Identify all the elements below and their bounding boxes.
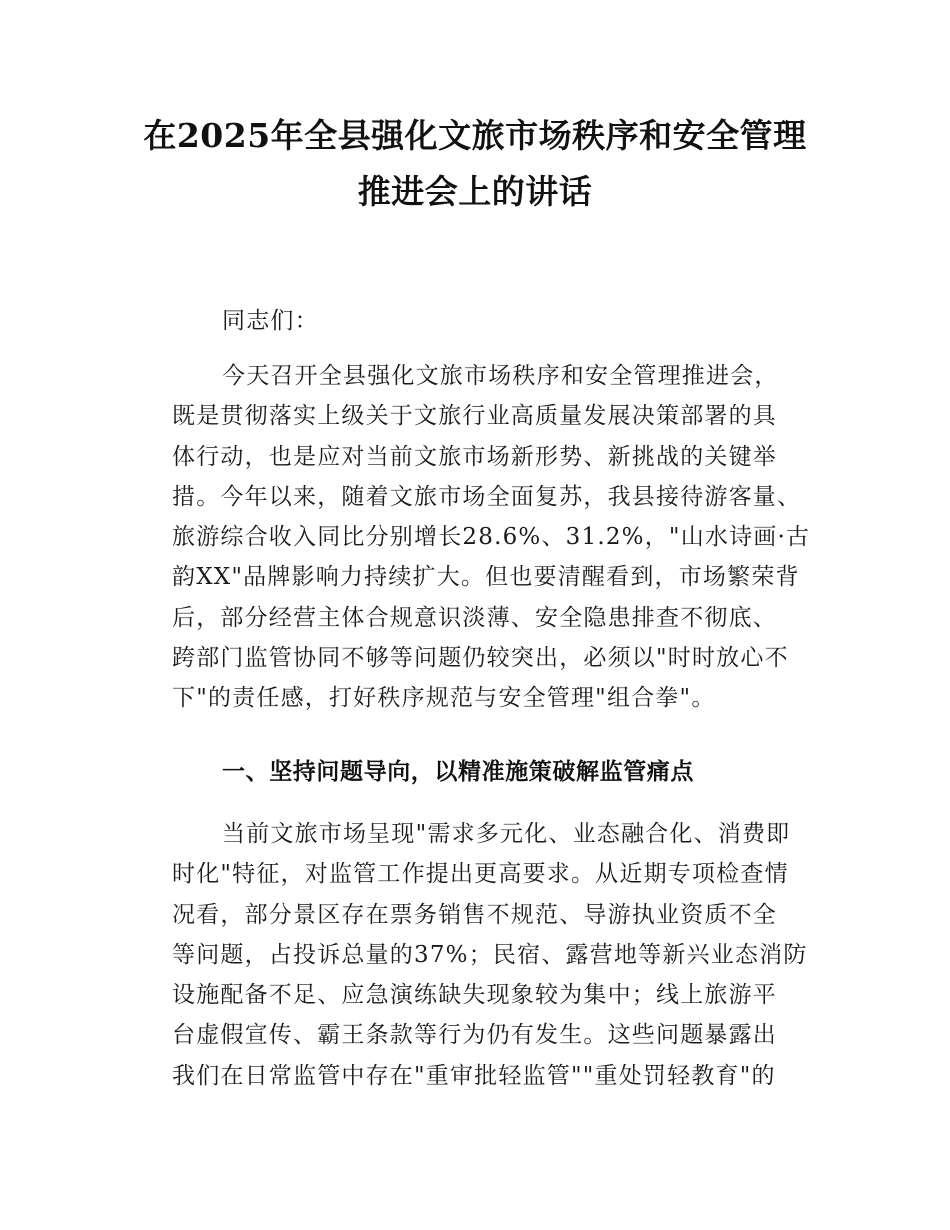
paragraph-line: 设施配备不足、应急演练缺失现象较为集中；线上旅游平 xyxy=(172,982,777,1009)
paragraph-line: 当前文旅市场呈现"需求多元化、业态融合化、消费即 xyxy=(222,821,791,847)
salutation xyxy=(172,301,812,341)
paragraph-line: 跨部门监管协同不够等问题仍较突出，必须以"时时放心不 xyxy=(172,645,789,672)
paragraph-line: 韵XX"品牌影响力持续扩大。但也要清醒看到，市场繁荣背 xyxy=(172,564,800,591)
paragraph-line: 既是贯彻落实上级关于文旅行业高质量发展决策部署的具 xyxy=(172,403,777,430)
paragraph-line: 台虚假宣传、霸王条款等行为仍有发生。这些问题暴露出 xyxy=(172,1022,777,1049)
document-title xyxy=(100,108,850,220)
paragraph-line: 等问题，占投诉总量的37%；民宿、露营地等新兴业态消防 xyxy=(172,941,808,968)
paragraph-line: 体行动，也是应对当前文旅市场新形势、新挑战的关键举 xyxy=(172,443,777,470)
paragraph-line: 旅游综合收入同比分别增长28.6%、31.2%，"山水诗画·古 xyxy=(172,524,811,551)
paragraph-line: 况看，部分景区存在票务销售不规范、导游执业资质不全 xyxy=(172,901,777,928)
section-heading-1: 一、坚持问题导向，以精准施策破解监管痛点 xyxy=(222,759,694,785)
paragraph-line: 后，部分经营主体合规意识淡薄、安全隐患排查不彻底、 xyxy=(172,604,777,631)
paragraph-intro xyxy=(172,356,812,719)
paragraph-section-1 xyxy=(172,814,812,1096)
title-line-2: 推进会上的讲话 xyxy=(357,172,593,211)
paragraph-line: 我们在日常监管中存在"重审批轻监管""重处罚轻教育"的 xyxy=(172,1062,776,1089)
paragraph-line: 时化"特征，对监管工作提出更高要求。从近期专项检查情 xyxy=(172,861,789,888)
paragraph-line: 措。今年以来，随着文旅市场全面复苏，我县接待游客量、 xyxy=(172,483,802,510)
title-line-1: 在2025年全县强化文旅市场秩序和安全管理 xyxy=(143,116,807,155)
salutation-text: 同志们： xyxy=(222,308,319,334)
paragraph-line: 下"的责任感，打好秩序规范与安全管理"组合拳"。 xyxy=(172,685,716,712)
paragraph-line: 今天召开全县强化文旅市场秩序和安全管理推进会， xyxy=(222,363,779,389)
